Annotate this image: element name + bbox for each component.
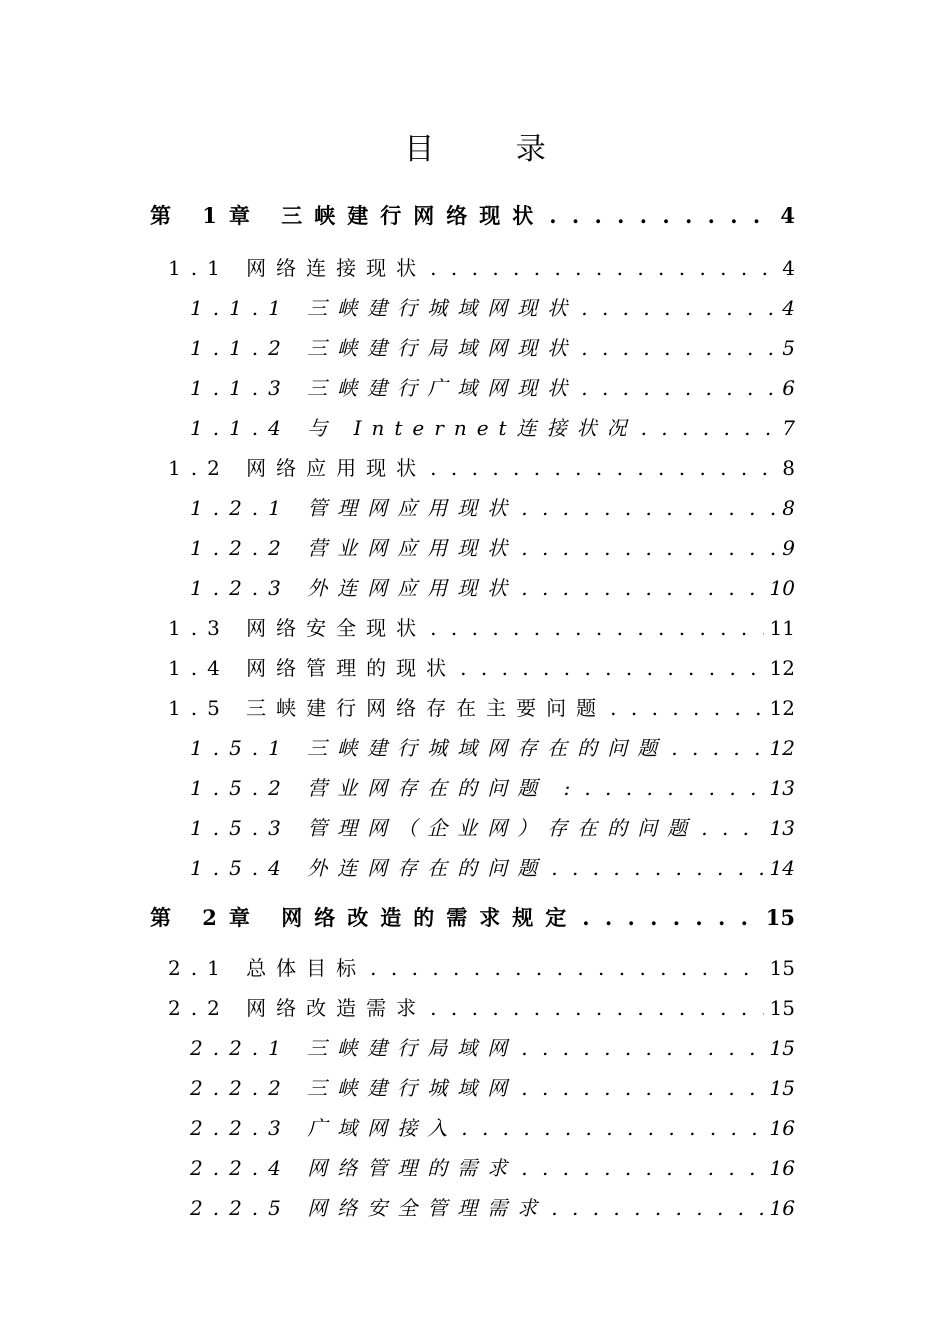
- toc-entry[interactable]: [168, 252, 795, 281]
- toc-entry[interactable]: [150, 902, 795, 932]
- dot-leader: [521, 576, 763, 600]
- toc-entry[interactable]: [190, 1192, 795, 1221]
- toc-entry-label: 2.2.2 三峡建行城域网: [190, 1076, 518, 1100]
- dot-leader: [521, 1076, 763, 1100]
- toc-entry-label: 2.2.5 网络安全管理需求: [190, 1196, 548, 1220]
- toc-entry-page: 4: [780, 203, 795, 228]
- toc-title: 目 录: [404, 132, 582, 167]
- toc-entry-page: 8: [782, 456, 795, 480]
- toc-entry-page: 12: [769, 656, 795, 680]
- toc-entry[interactable]: [168, 952, 795, 981]
- toc-entry-label: 1.1.4 与 Internet连接状况: [190, 416, 637, 440]
- toc-entry[interactable]: [190, 492, 795, 521]
- toc-entry[interactable]: [190, 772, 795, 801]
- toc-entry[interactable]: [190, 852, 795, 881]
- toc-entry-label: 1.5.2 营业网存在的问题 :: [190, 776, 581, 800]
- toc-entry-page: 8: [782, 496, 795, 520]
- dot-leader: [581, 336, 776, 360]
- toc-entry-label: 1.4 网络管理的现状: [168, 656, 457, 680]
- toc-entry[interactable]: [168, 652, 795, 681]
- toc-entry-page: 12: [769, 736, 795, 760]
- dot-leader: [521, 1036, 763, 1060]
- toc-entry-page: 11: [769, 616, 795, 640]
- dot-leader: [460, 656, 763, 680]
- toc-entry-page: 12: [769, 696, 795, 720]
- dot-leader: [521, 496, 776, 520]
- dot-leader: [701, 816, 763, 840]
- toc-entry-label: 2.2.1 三峡建行局域网: [190, 1036, 518, 1060]
- toc-entry-label: 2.1 总体目标: [168, 956, 367, 980]
- dot-leader: [430, 616, 763, 640]
- dot-leader: [551, 1196, 763, 1220]
- toc-entry-page: 5: [782, 336, 795, 360]
- dot-leader: [671, 736, 763, 760]
- toc-entry-page: 15: [769, 1036, 795, 1060]
- toc-entry-label: 1.1 网络连接现状: [168, 256, 427, 280]
- toc-entry[interactable]: [190, 1032, 795, 1061]
- toc-entry-page: 9: [782, 536, 795, 560]
- toc-entry-page: 14: [769, 856, 795, 880]
- toc-entry-page: 13: [769, 816, 795, 840]
- dot-leader: [610, 696, 763, 720]
- dot-leader: [581, 376, 776, 400]
- toc-entry[interactable]: [150, 200, 795, 230]
- toc-entry-page: 16: [769, 1196, 795, 1220]
- toc-entry[interactable]: [190, 732, 795, 761]
- toc-entry-label: 1.2.1 管理网应用现状: [190, 496, 518, 520]
- toc-entry[interactable]: [190, 812, 795, 841]
- toc-entry[interactable]: [190, 1152, 795, 1181]
- toc-entry[interactable]: [190, 1112, 795, 1141]
- toc-entry[interactable]: [190, 292, 795, 321]
- toc-entry-page: 10: [769, 576, 795, 600]
- toc-entry[interactable]: [190, 372, 795, 401]
- toc-entry-label: 1.5.4 外连网存在的问题: [190, 856, 548, 880]
- dot-leader: [370, 956, 763, 980]
- toc-entry-label: 1.2.2 营业网应用现状: [190, 536, 518, 560]
- toc-entry-page: 7: [782, 416, 795, 440]
- toc-entry-label: 1.1.1 三峡建行城域网现状: [190, 296, 578, 320]
- toc-entry-label: 1.1.2 三峡建行局域网现状: [190, 336, 578, 360]
- toc-entry-label: 1.5 三峡建行网络存在主要问题: [168, 696, 607, 720]
- dot-leader: [549, 203, 774, 228]
- toc-entry-page: 15: [765, 905, 795, 930]
- toc-entry[interactable]: [168, 612, 795, 641]
- toc-entry-page: 16: [769, 1156, 795, 1180]
- dot-leader: [461, 1116, 763, 1140]
- toc-entry-label: 2.2 网络改造需求: [168, 996, 427, 1020]
- toc-entry-label: 1.1.3 三峡建行广域网现状: [190, 376, 578, 400]
- toc-entry[interactable]: [190, 572, 795, 601]
- dot-leader: [430, 996, 763, 1020]
- toc-entry[interactable]: [190, 332, 795, 361]
- dot-leader: [521, 536, 776, 560]
- dot-leader: [581, 296, 776, 320]
- toc-entry-label: 1.2 网络应用现状: [168, 456, 427, 480]
- toc-entry-label: 1.5.1 三峡建行城域网存在的问题: [190, 736, 668, 760]
- toc-entry-label: 2.2.3 广域网接入: [190, 1116, 458, 1140]
- toc-entry[interactable]: [168, 992, 795, 1021]
- toc-entry-label: 第 1章 三峡建行网络现状: [150, 203, 546, 228]
- toc-entry-page: 15: [769, 1076, 795, 1100]
- dot-leader: [521, 1156, 763, 1180]
- toc-entry[interactable]: [190, 1072, 795, 1101]
- toc-entry-label: 1.5.3 管理网（企业网）存在的问题: [190, 816, 698, 840]
- toc-entry-page: 13: [769, 776, 795, 800]
- toc-entry-page: 6: [782, 376, 795, 400]
- toc-entry[interactable]: [168, 692, 795, 721]
- toc-entry-page: 16: [769, 1116, 795, 1140]
- dot-leader: [641, 416, 777, 440]
- toc-entry-page: 4: [782, 296, 795, 320]
- dot-leader: [582, 905, 760, 930]
- dot-leader: [551, 856, 763, 880]
- toc-entry-page: 15: [769, 996, 795, 1020]
- dot-leader: [430, 456, 776, 480]
- toc-entry-page: 4: [782, 256, 795, 280]
- dot-leader: [584, 776, 763, 800]
- toc-entry-page: 15: [769, 956, 795, 980]
- toc-entry-label: 1.3 网络安全现状: [168, 616, 427, 640]
- dot-leader: [430, 256, 776, 280]
- toc-entry[interactable]: [190, 412, 795, 441]
- toc-entry-label: 2.2.4 网络管理的需求: [190, 1156, 518, 1180]
- toc-entry-label: 第 2章 网络改造的需求规定: [150, 905, 579, 930]
- toc-entry[interactable]: [168, 452, 795, 481]
- toc-entry[interactable]: [190, 532, 795, 561]
- toc-entry-label: 1.2.3 外连网应用现状: [190, 576, 518, 600]
